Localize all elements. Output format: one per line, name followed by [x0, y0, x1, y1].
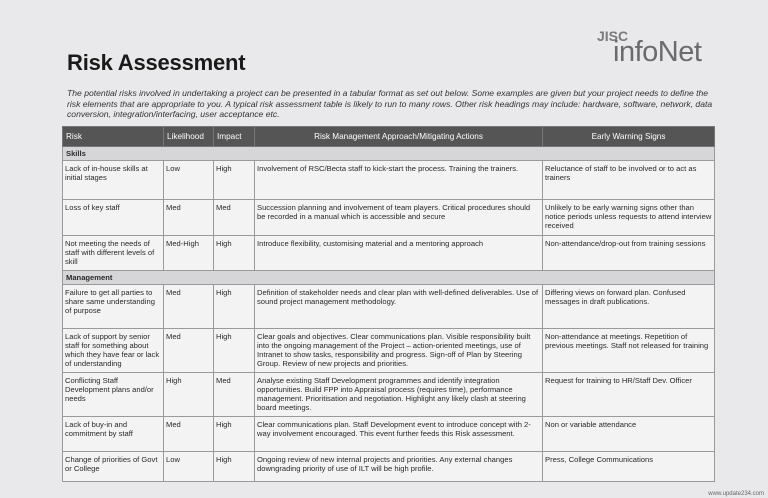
cell-likelihood: Low: [164, 452, 214, 482]
table-row: [63, 285, 715, 329]
cell-warning: Differing views on forward plan. Confused messages in draft publications.: [543, 285, 715, 329]
risk-table: [62, 126, 715, 482]
cell-warning: Non or variable attendance: [543, 417, 715, 452]
section-row-skills: [63, 147, 715, 161]
header-impact: Impact: [214, 127, 255, 147]
cell-impact: High: [214, 329, 255, 373]
table-header-row: [63, 127, 715, 147]
table-row: [63, 200, 715, 236]
cell-likelihood: Med: [164, 285, 214, 329]
cell-approach: Introduce flexibility, customising material and a mentoring approach: [255, 236, 543, 271]
cell-risk: Lack of buy-in and commitment by staff: [63, 417, 164, 452]
cell-impact: High: [214, 452, 255, 482]
cell-approach: Involvement of RSC/Becta staff to kick-start the process. Training the trainers.: [255, 161, 543, 200]
cell-risk: Lack of in-house skills at initial stages: [63, 161, 164, 200]
cell-approach: Ongoing review of new internal projects and priorities. Any external changes downgrading priority of use of ILT will be high profile.: [255, 452, 543, 482]
cell-risk: Not meeting the needs of staff with different levels of skill: [63, 236, 164, 271]
cell-warning: Non-attendance/drop-out from training sessions: [543, 236, 715, 271]
cell-approach: Clear goals and objectives. Clear communications plan. Visible responsibility built into the ongoing management of the Project – action-oriented meetings, use of Intranet to show tasks, responsibility and progress. Sign-off of Plan by Steering Group. Review of new projects and priorities.: [255, 329, 543, 373]
cell-likelihood: Med: [164, 200, 214, 236]
section-label: Skills: [63, 147, 715, 161]
intro-paragraph: The potential risks involved in undertaking a project can be presented in a tabular format as set out below. Some examples are given but your project needs to define the risk elements that are appropriate to you. A typical risk assessment table is likely to run to many rows. Other risk headings may include: hardware, software, network, data conversion, integration/interfacing, user acceptance etc.: [67, 88, 713, 119]
header-risk: Risk: [63, 127, 164, 147]
cell-risk: Lack of support by senior staff for something about which they have fear or lack of understanding: [63, 329, 164, 373]
table-row: [63, 236, 715, 271]
logo-infonet-text: infoNet: [613, 36, 702, 68]
table-row: [63, 329, 715, 373]
cell-likelihood: Med-High: [164, 236, 214, 271]
table-row: [63, 452, 715, 482]
cell-risk: Loss of key staff: [63, 200, 164, 236]
cell-impact: Med: [214, 373, 255, 417]
table-row: [63, 161, 715, 200]
cell-impact: Med: [214, 200, 255, 236]
cell-risk: Change of priorities of Govt or College: [63, 452, 164, 482]
cell-impact: High: [214, 285, 255, 329]
cell-risk: Failure to get all parties to share same understanding of purpose: [63, 285, 164, 329]
cell-warning: Request for training to HR/Staff Dev. Officer: [543, 373, 715, 417]
watermark-text: www.update234.com: [708, 491, 764, 497]
cell-approach: Analyse existing Staff Development programmes and identify integration opportunities. Build FPP into Appraisal process (requires time), performance management. Prioritisation and negotiation. Highlight any likely clash at steering board meetings.: [255, 373, 543, 417]
cell-warning: Reluctance of staff to be involved or to act as trainers: [543, 161, 715, 200]
cell-approach: Succession planning and involvement of team players. Critical procedures should be recorded in a manual which is accessible and secure: [255, 200, 543, 236]
cell-likelihood: Med: [164, 417, 214, 452]
cell-approach: Definition of stakeholder needs and clear plan with well-defined deliverables. Use of sound project management methodology.: [255, 285, 543, 329]
table-row: [63, 417, 715, 452]
cell-risk: Conflicting Staff Development plans and/or needs: [63, 373, 164, 417]
logo-jisc-text: JISC: [597, 28, 629, 44]
cell-impact: High: [214, 417, 255, 452]
cell-likelihood: High: [164, 373, 214, 417]
jisc-infonet-logo: [597, 26, 717, 86]
header-warning: Early Warning Signs: [543, 127, 715, 147]
cell-likelihood: Low: [164, 161, 214, 200]
cell-warning: Non-attendance at meetings. Repetition of previous meetings. Staff not released for training: [543, 329, 715, 373]
cell-impact: High: [214, 236, 255, 271]
header-approach: Risk Management Approach/Mitigating Actions: [255, 127, 543, 147]
page-title: Risk Assessment: [67, 50, 246, 75]
cell-impact: High: [214, 161, 255, 200]
cell-warning: Press, College Communications: [543, 452, 715, 482]
header-likelihood: Likelihood: [164, 127, 214, 147]
cell-warning: Unlikely to be early warning signs other than notice periods unless requests to attend interview received: [543, 200, 715, 236]
cell-likelihood: Med: [164, 329, 214, 373]
cell-approach: Clear communications plan. Staff Development event to introduce concept with 2-way involvement encouraged. This event further feeds this Risk assessment.: [255, 417, 543, 452]
section-label: Management: [63, 271, 715, 285]
section-row-management: [63, 271, 715, 285]
table-row: [63, 373, 715, 417]
